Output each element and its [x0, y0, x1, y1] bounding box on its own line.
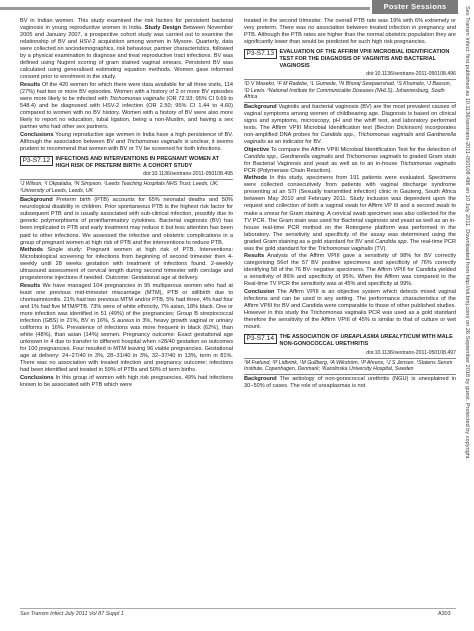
left-column	[20, 18, 233, 390]
divider	[244, 358, 456, 359]
abstract-id: P3-S7.13	[244, 49, 277, 59]
abstract-doi: doi:10.1136/sextrans-2011-050108.497	[366, 349, 456, 356]
side-copyright-text: Sex Transm Infect: first published as 10.1136/sextrans-2011-050108.496 on 10 July 2011. Downloaded from http://sti.bmj.com/ on 26 September 2018 by guest. Protected by copyright.	[464, 6, 470, 460]
abstract-heading-p3-s7-12	[20, 156, 233, 169]
abstract-background: Background Vaginitis and bacterial vaginosis (BV) are the most prevalent causes of vaginal symptoms among women of childbearing age. Diagnosis is based on clinical signs and symptoms, microscopy, pH and the whiff test, and laboratory performed tests. The Affirm VPIII Microbial Identification test (Becton Dickinson) incorporates non-amplified DNA probes for Candida spp., Trichomonas vaginalis and Gardnerella vaginalis as an indicator for BV.	[244, 103, 456, 146]
divider	[244, 374, 456, 375]
abstract-results: Results Analysis of the Affirm VPIII gave a sensitivity of 98% for BV correctly categorising 56of the 57 BV positive specimens and specificity of 76% correctly identifying 58 of the 76 BV- negative specimens. The Affirm VPIII for Candida yielded a sensitivity of 86% and specificity of 95%. When the Affirm was compared to the Real-time TV PCR the sensitivity was at 45% and specificity at 99%.	[244, 253, 456, 288]
abstract-authors: ¹D V Maseko, ¹F M Radebe, ¹L Gumede, ¹N Bhoraj Sewpaershad, ¹S Khumalo, ¹J Basson, ¹D Lewis. ¹National Institute for Communicable Diseases (NHLS), Johannesburg, South Africa	[244, 81, 452, 101]
abstract-doi: doi:10.1136/sextrans-2011-050108.496	[366, 71, 456, 78]
abstract-conclusion: Conclusion The Affirm VPIII is an objective system which detects mixed vaginal infections and can be used in any setting. The performance characteristics of the Affirm VPIII for BV and Candida were comparable to those of other published studies. However in this study the Trichomonas vaginalis PCR was used as a gold standard therefore the sensitivity of the Affirm VPIII of 45% is similar to that of culture or wet mount.	[244, 289, 456, 331]
abstract-continued: treated in the second trimester. The overall PTB rate was 19% with 6% extremely or very preterm. There was no association between treated infection in pregnancy and PTB. Although the PTB rates are higher than the normal obstetric population they are significantly lower than would be predicted for such high risk pregnancies.	[244, 18, 456, 46]
abstract-title: EVALUATION OF THE AFFIRM VPIII MICROBIAL IDENTIFICATION TEST FOR THE DIAGNOSIS OF VAGINITIS AND BACTERIAL VAGINOSIS	[279, 49, 450, 69]
abstract-conclusions: Conclusions In this group of women with high risk pregnancies, 49% had infections known to be associated with PTB which were	[20, 374, 233, 389]
abstract-results: Results We have managed 104 pregnancies in 95 multiparous women who had at least one previous mid-trimester miscarriage (MTM), PTB or stillbirth due to chorioamnionitis. 21% had two previous MTM and/or PTB, 5% had three, 4% had four and 1% had five MTM/PTB. 73% were of white ethnicity, 7% asian, 18% black. One or more infection was identified in 51 (49%) of the pregnancies; Group B streptococcal infection (GBS) in 21%, BV in 16%, S aureus in 3%, heavy growth vaginal or urinary coliforms in 16%. Prevalence of infections was more frequent in black (62%), than white (48%), than asian (14%) women. Pregnancy outcome: Exact gestational age unknown in 4 due to transfer to different hospital when >28/40 gestation so outcomes for 100 pregnancies. Four resulted in MTM leaving 96 viable pregnancies. Gestational age at delivery: 24−27/40 in 3%, 28−31/40 in 3%, 32−37/40 in 13%, term in 81%. There was no association with treated infection and pregnancy outcome; infections had been identified and treated in 59% of PTBs and 50% of term births.	[20, 282, 234, 374]
divider	[244, 79, 456, 80]
abstract-title: INFECTIONS AND INTERVENTIONS IN PREGNANT WOMEN AT HIGH RISK OF PRETERM BIRTH: A COHORT STUDY	[55, 155, 219, 169]
footer-page-number: A303	[438, 611, 451, 617]
divider	[20, 195, 233, 196]
footer-divider	[20, 608, 456, 609]
abstract-title: THE ASSOCIATION OF UREAPLASMA UREALYTICUM WITH MALE NON-GONOCOCCAL URETHRITIS	[279, 334, 453, 347]
divider	[20, 179, 233, 180]
divider	[244, 102, 456, 103]
section-label: Poster Sessions	[372, 0, 458, 14]
header-strip	[0, 7, 370, 10]
right-column	[244, 18, 456, 390]
abstract-conclusions: Conclusions Young reproductive age women in India have a high persistence of BV. Although the association between BV and Trichomonas vaginalis is unclear, it seems prudent to recommend that women with BV or TV be screened for both infections.	[20, 131, 233, 152]
abstract-id: P3-S7.12	[20, 156, 53, 166]
side-copyright-note	[463, 6, 471, 626]
page-header	[0, 0, 474, 14]
footer-journal: Sex Transm Infect July 2011 Vol 87 Suppl 1	[20, 611, 124, 617]
abstract-authors: ¹M Frølund, ²P Lidbrink, ¹M Gullberg, ²A Wikström, ¹P Ahrens, ¹J S Jensen. ¹Statens Serum Institute, Copenhagen, Denmark; ²Karolinska University Hospital, Sweden	[244, 359, 453, 373]
abstract-background: Background Preterm birth (PTB) accounts for 65% neonatal deaths and 50% neurological disability in children. Prior spontaneous PTB is the highest risk factor for subsequent PTB and is usually associated with sub-clinical infection, possibly due to genetic polymorphisms of proinflammatory cytokines. Bacterial vaginosis (BV) has been implicated in PTB and early treatment may reduce it but less attention has been paid to other infections. We assessed the infective and obstetric complications in a group of pregnant women at high risk of PTB and the interventions to reduce PTB.	[20, 197, 233, 246]
abstract-methods: Methods In this study, specimens from 191 patients were evaluated. Specimens were collected consecutively from patients with vaginal discharge syndrome presenting at an STI (Sexually transmitted infection) clinic in Gauteng, South Africa between May 2010 and February 2011. Study inclusion was dependent upon the request and collection of both a vaginal swab for Affirm VP III and a second swab to make a smear for Gram staining. A cervical swab specimen was also collected for the TV PCR. The Gram stain was used for Bacterial vaginosis and yeast as well as an in-house real-time PCR method on the Rotorgene platform was performed in the laboratory. The sensitivity and specificity of the assay was determined using the graded Gram staining as a gold standard for BV and Candida spp. The real-time PCR was the gold standard for the Trichomonas vaginalis (TV).	[244, 175, 456, 252]
abstract-heading-p3-s7-14	[244, 334, 456, 347]
abstract-continued: BV in Indian women. This study examined the risk factors for persistent bacterial vaginosis in young reproductive women in India. Study Design Between November 2005 and January 2007, a prospective cohort study was carried out to examine the relationship of BV and HSV-2 acquisition among women in Mysore. Quarterly, data were collected on sociodemographics, risk behaviour, partner characteristics, followed by a physical examination to diagnose and treat reproductive tract infections. BV was defined using Nugent scoring of gram stained vaginal smears. Persistent BV was calculated using generalised estimating equation methods. Women gave informed consent prior to enrolment in the study.	[20, 18, 234, 81]
abstract-background: Background The aetiology of non-gonococcal urethritis (NGU) is unexplained in 30−50% of cases. The role of ureaplasmas is not	[244, 375, 456, 389]
abstract-objective: Objective To compare the Affirm VPIII Microbial Identification Test for the detection of Candida spp., Gardnerella vaginalis and Trichomonas vaginalis to graded Gram stain for Bacterial Vaginosis and yeast as well as to an in-house Trichomonas vaginalis PCR (Polymerase Chain Reaction).	[244, 146, 456, 174]
abstract-authors: ¹J Wilson, ¹I Okpalaba, ²N Simpson. ¹Leeds Teaching Hospitals NHS Trust, Leeds, UK; ²University of Leeds, Leeds, UK	[20, 181, 219, 194]
abstract-doi: doi:10.1136/sextrans-2011-050108.495	[143, 171, 233, 178]
abstract-heading-p3-s7-13	[244, 49, 456, 69]
abstract-methods: Methods Single study: Pregnant women at high risk of PTB. Interventions: Microbiological screening for infections from beginning of second trimester then 4-weekly until 28 weeks gestation with treatment of infections found. 2-weekly ultrasound assessment of cervical length during second trimester with cerclage and progesterone injections if needed. Outcome: Gestational age at delivery.	[20, 247, 233, 282]
abstract-results: Results Of the 420 women for which there were data available for all three visits, 114 (27%) had two or more BV episodes. Women with a history of 2 or more BV episodes were more likely to be infected with Trichomonas vaginalis (OR 72.93; 95% CI 9.69 to 548.4) and be diagnosed with HSV-2 infection (OR 2.50; 95% CI 1.44 to 4.60) compared to women with no BV history. Women with a history of BV were also more likely to report no education, tubal ligation, being a non-Muslim, and having a sex partner who had other sex partners.	[20, 81, 233, 131]
abstract-id: P3-S7.14	[244, 334, 277, 344]
